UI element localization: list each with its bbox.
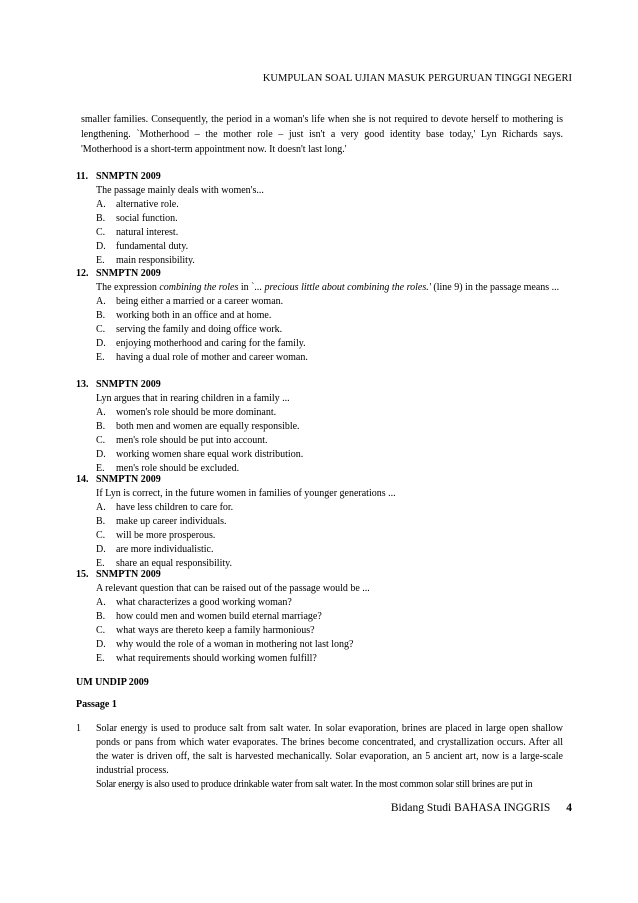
question-stem: The expression combining the roles in `... precious little about combining the roles.' (line 9) in the passage means ... bbox=[96, 282, 560, 293]
question-15 bbox=[76, 568, 563, 666]
question-number: 15. bbox=[76, 569, 89, 580]
option-d: D. why would the role of a woman in mothering not last long? bbox=[96, 639, 354, 650]
passage-body bbox=[76, 722, 563, 792]
option-d: D. working women share equal work distribution. bbox=[96, 449, 304, 460]
option-b: B. make up career individuals. bbox=[96, 516, 227, 527]
intro-paragraph: smaller families. Consequently, the period in a woman's life when she is not required to devote herself to mothering is lengthening. `Motherhood – the mother role – just isn't a very good identity base today,' Lyn Richards says. 'Motherhood is a short-term appointment now. It doesn't last long.' bbox=[81, 114, 563, 155]
option-c: C. serving the family and doing office work. bbox=[96, 324, 283, 335]
option-a: A. being either a married or a career woman. bbox=[96, 296, 284, 307]
question-source: SNMPTN 2009 bbox=[96, 171, 161, 182]
option-b: B. social function. bbox=[96, 213, 178, 224]
passage-number: 1 bbox=[76, 723, 81, 734]
question-source: SNMPTN 2009 bbox=[96, 379, 161, 390]
option-a: A. what characterizes a good working woman? bbox=[96, 597, 292, 608]
option-a: A. have less children to care for. bbox=[96, 502, 234, 513]
page-footer bbox=[391, 802, 572, 814]
page-number: 4 bbox=[566, 802, 572, 814]
section-title: UM UNDIP 2009 bbox=[76, 677, 149, 688]
footer-subject: Bidang Studi BAHASA INGGRIS bbox=[390, 802, 551, 814]
option-e: E. what requirements should working women fulfill? bbox=[96, 653, 317, 664]
passage-paragraph-2: Solar energy is also used to produce drinkable water from salt water. In the most common solar still brines are put in bbox=[96, 779, 533, 790]
option-b: B. working both in an office and at home. bbox=[96, 310, 272, 321]
option-d: D. fundamental duty. bbox=[96, 241, 189, 252]
passage-paragraph-1: Solar energy is used to produce salt from salt water. In solar evaporation, brines are placed in large open shallow ponds or pans from which water evaporates. The brines become concentrated, and crystallization occurs. After all the water is driven off, the salt is harvested mechanically. Solar evaporation, an 5 ancient art, now is a large-scale industrial process. bbox=[96, 723, 563, 776]
question-number: 11. bbox=[76, 171, 88, 182]
option-b: B. how could men and women build eternal marriage? bbox=[96, 611, 322, 622]
question-stem: If Lyn is correct, in the future women in families of younger generations ... bbox=[96, 488, 396, 499]
question-source: SNMPTN 2009 bbox=[96, 569, 161, 580]
option-b: B. both men and women are equally responsible. bbox=[96, 421, 300, 432]
question-number: 14. bbox=[76, 474, 89, 485]
question-11 bbox=[76, 170, 563, 268]
question-12 bbox=[76, 267, 563, 365]
option-c: C. what ways are thereto keep a family harmonious? bbox=[96, 625, 315, 636]
question-14 bbox=[76, 473, 563, 571]
passage-title: Passage 1 bbox=[76, 699, 117, 710]
question-source: SNMPTN 2009 bbox=[96, 474, 161, 485]
running-header: KUMPULAN SOAL UJIAN MASUK PERGURUAN TINGGI NEGERI bbox=[262, 73, 572, 84]
option-d: D. enjoying motherhood and caring for the family. bbox=[96, 338, 306, 349]
question-stem: Lyn argues that in rearing children in a family ... bbox=[96, 393, 290, 404]
quoted-sentence: ... precious little about combining the roles.' bbox=[254, 282, 431, 293]
quoted-phrase: combining the roles bbox=[159, 282, 239, 293]
option-d: D. are more individualistic. bbox=[96, 544, 214, 555]
option-e: E. having a dual role of mother and career woman. bbox=[96, 352, 308, 363]
option-c: C. natural interest. bbox=[96, 227, 179, 238]
question-number: 13. bbox=[76, 379, 89, 390]
option-a: A. women's role should be more dominant. bbox=[96, 407, 277, 418]
question-number: 12. bbox=[76, 268, 89, 279]
option-e: E. men's role should be excluded. bbox=[96, 463, 240, 474]
option-e: E. main responsibility. bbox=[96, 255, 195, 266]
question-source: SNMPTN 2009 bbox=[96, 268, 161, 279]
question-stem: A relevant question that can be raised out of the passage would be ... bbox=[96, 583, 370, 594]
option-e: E. share an equal responsibility. bbox=[96, 558, 232, 569]
question-stem: The passage mainly deals with women's... bbox=[96, 185, 264, 196]
option-c: C. will be more prosperous. bbox=[96, 530, 216, 541]
option-a: A. alternative role. bbox=[96, 199, 179, 210]
option-c: C. men's role should be put into account. bbox=[96, 435, 268, 446]
question-13 bbox=[76, 378, 563, 476]
